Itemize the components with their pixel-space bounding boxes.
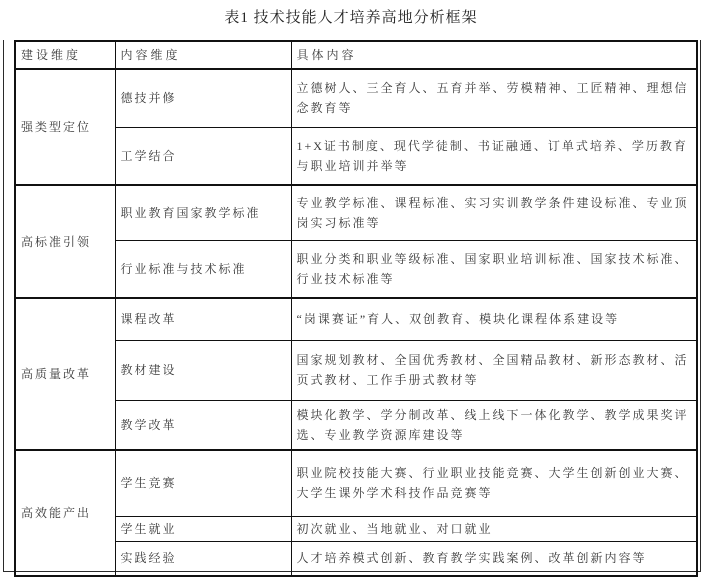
content-label-cell: 学生竞赛 [115,450,291,516]
dimension-cell-high-efficiency-output: 高效能产出 [15,450,115,576]
content-detail-cell: 国家规划教材、全国优秀教材、全国精品教材、新形态教材、活页式教材、工作手册式教材等 [291,340,697,400]
content-detail-cell: 人才培养模式创新、教育教学实践案例、改革创新内容等 [291,541,697,576]
table-row [15,185,697,240]
content-label-cell: 教学改革 [115,400,291,450]
content-label-cell: 工学结合 [115,127,291,185]
content-label-cell: 课程改革 [115,298,291,340]
dimension-cell-high-quality-reform: 高质量改革 [15,298,115,450]
table-row [15,400,697,450]
analysis-framework-table [14,40,698,577]
header-cell-construction-dimension: 建设维度 [15,41,115,69]
table-header-row [15,41,697,69]
table-row [15,127,697,185]
content-detail-cell: 专业教学标准、课程标准、实习实训教学条件建设标准、专业顶岗实习标准等 [291,185,697,240]
content-detail-cell: 1+X证书制度、现代学徒制、书证融通、订单式培养、学历教育与职业培训并举等 [291,127,697,185]
dimension-cell-strong-type-positioning: 强类型定位 [15,69,115,185]
table-row [15,240,697,298]
content-detail-cell: 职业院校技能大赛、行业职业技能竞赛、大学生创新创业大赛、大学生课外学术科技作品竞赛等 [291,450,697,516]
table-row [15,340,697,400]
table-title: 表1 技术技能人才培养高地分析框架 [224,10,478,26]
content-detail-cell: 职业分类和职业等级标准、国家职业培训标准、国家技术标准、行业技术标准等 [291,240,697,298]
content-detail-cell: 立德树人、三全育人、五育并举、劳模精神、工匠精神、理想信念教育等 [291,69,697,127]
table-row [15,450,697,516]
content-label-cell: 学生就业 [115,516,291,541]
content-label-cell: 职业教育国家教学标准 [115,185,291,240]
content-label-cell: 行业标准与技术标准 [115,240,291,298]
header-cell-content-dimension: 内容维度 [115,41,291,69]
content-label-cell: 德技并修 [115,69,291,127]
table-row [15,69,697,127]
content-detail-cell: 初次就业、当地就业、对口就业 [291,516,697,541]
content-detail-cell: “岗课赛证”育人、双创教育、模块化课程体系建设等 [291,298,697,340]
content-label-cell: 教材建设 [115,340,291,400]
header-cell-specific-content: 具体内容 [291,41,697,69]
dimension-cell-high-standard-leading: 高标准引领 [15,185,115,298]
content-detail-cell: 模块化教学、学分制改革、线上线下一体化教学、教学成果奖评选、专业教学资源库建设等 [291,400,697,450]
table-row [15,541,697,576]
table-row [15,298,697,340]
table-row [15,516,697,541]
content-label-cell: 实践经验 [115,541,291,576]
